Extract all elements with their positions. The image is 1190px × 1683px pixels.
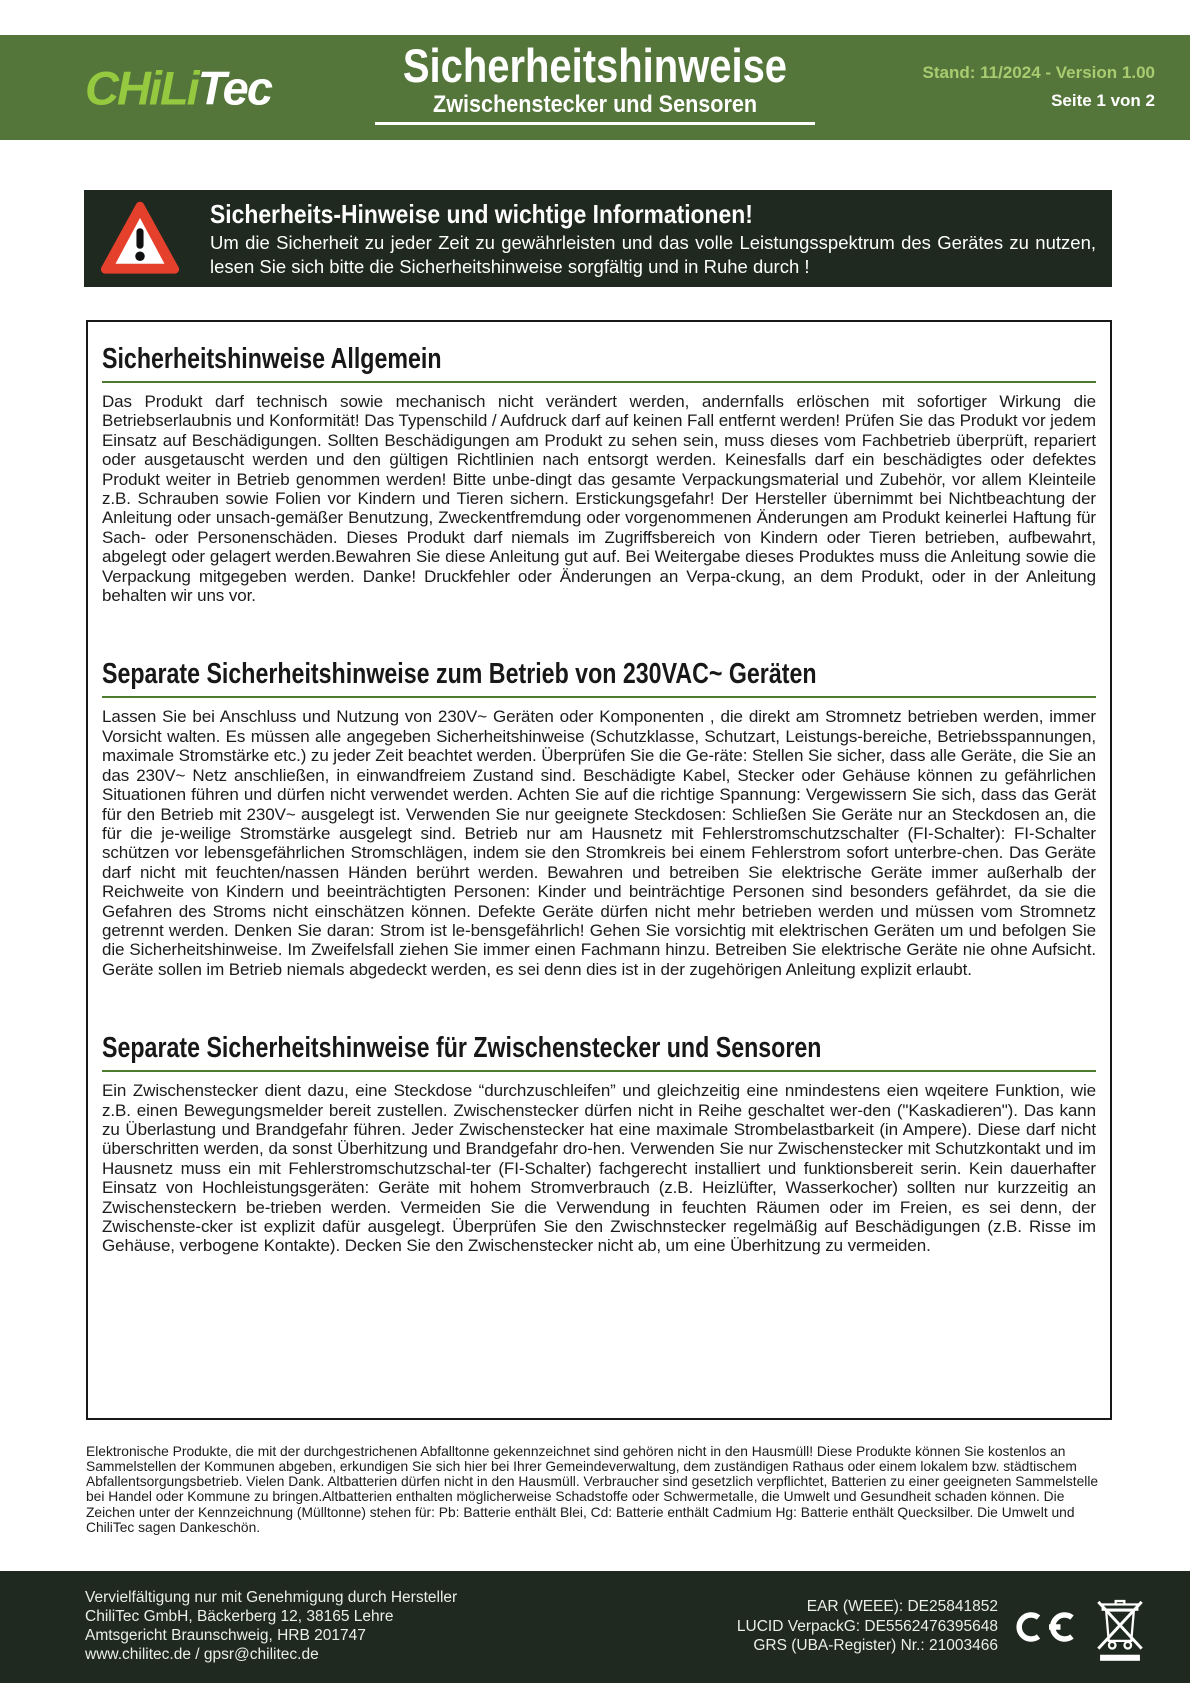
page-subtitle: Zwischenstecker und Sensoren (432, 91, 758, 118)
section-general (102, 342, 1096, 605)
warning-banner (84, 190, 1112, 287)
footer-ear-weee-line: EAR (WEEE): DE25841852 (806, 1598, 998, 1615)
header-bar (0, 35, 1190, 140)
section-body-zwischenstecker: Ein Zwischenstecker dient dazu, eine Steckdose “durchzuschleifen” und gleichzeitig eine nmindestens eien wqeitere Funktion, wie z.B. einen Bewegungsmelder bereit zustellen. Zwischenstecker dürfen nicht in Reihe geschaltet wer-den ("Kaskadieren"). Das kann zu Überlastung und Brandgefahr führen. Jeder Zwischenstecker hat eine maximale Strombelastbarkeit (in Ampere). Diese darf nicht überschritten werden, da sonst Überhitzung und Brandgefahr dro-hen. Verwenden Sie nur Zwischenstecker mit Schutzkontakt und im Hausnetz muss ein mit Fehlerstromschutzschal-ter (FI-Schalter) fachgerecht installiert und funktionsbereit serin. Kein dauerhafter Einsatz von Hochleistungsgeräten: Geräte mit hohem Stromverbrauch (z.B. Heizlüfter, Wasserkocher) sollten nur kurzzeitig an Zwischensteckern be-trieben werden. Vermeiden Sie die Verwendung in feuchten Räumen oder im Freien, es sei denn, der Zwischenste-cker ist explizit dafür ausgelegt. Überprüfen Sie den Zwischnstecker regelmäßig auf Beschädigungen (z.B. Risse im Gehäuse, verbogene Kontakte). Decken Sie den Zwischenstecker nicht ab, um eine Überhitzung zu vermeiden. (102, 1081, 1096, 1256)
safety-content-box (86, 320, 1112, 1420)
footer-company-block (85, 1588, 457, 1664)
warning-triangle-icon (100, 199, 180, 278)
disposal-note: Elektronische Produkte, die mit der durchgestrichenen Abfalltonne gekennzeichnet sind gehören nicht in den Hausmüll! Diese Produkte können Sie kostenlos an Sammelstellen der Kommunen abgeben, erkundigen Sie sich hier bei Ihrer Gemeindeverwaltung, dem zuständigen Rathaus oder einem lokalem bzw. städtischem Abfallentsorgungsbetrieb. Vielen Dank. Altbatterien dürfen nicht in den Hausmüll. Verbraucher sind gesetzlich verpflichtet, Batterien zu einer geeigneten Sammelstelle bei Handel oder Kommune zu bringen.Altbatterien enthalten möglicherweise Schadstoffe oder Schwermetalle, die Umwelt und Gesundheit schaden können. Die Zeichen unter der Kennzeichnung (Mülltonne) stehen für: Pb: Batterie enthält Blei, Cd: Batterie enthält Cadmium Hg: Batterie enthält Quecksilber. Die Umwelt und ChiliTec sagen Dankeschön. (86, 1443, 1099, 1535)
heading-rule (102, 1070, 1096, 1072)
footer-registration-block (737, 1597, 998, 1656)
section-body-general: Das Produkt darf technisch sowie mechanisch nicht verändert werden, andernfalls erlöschen mit sofortiger Wirkung die Betriebserlaubnis und Konformität! Das Typenschild / Aufdruck darf auf keinen Fall entfernt werden! Prüfen Sie das Produkt vor jedem Einsatz auf Beschädigungen. Sollten Beschädigungen am Produkt zu sehen sein, muss dieses vom Fachbetrieb überprüft, repariert oder ausgetauscht werden und den gültigen Richtlinien nach entsorgt werden. Keinesfalls darf ein beschädigtes oder defektes Produkt weiter in Betrieb genommen werden! Bitte unbe-dingt das gesamte Verpackungsmaterial und Zubehör, vor allem Kleinteile z.B. Schrauben sowie Folien vor Kindern und Tieren sichern. Erstickungsgefahr! Der Hersteller übernimmt bei Nichtbeachtung der Anleitung oder unsach-gemäßer Benutzung, Zweckentfremdung oder vorgenommenen Änderungen am Produkt keinerlei Haftung für Sach- oder Personenschäden. Dieses Produkt darf niemals im Zugriffsbereich von Kindern oder Tieren betrieben, aufbewahrt, abgelegt oder gelagert werden.Bewahren Sie diese Anleitung gut auf. Bei Weitergabe dieses Produktes muss die Anleitung sowie die Verpackung mitgegeben werden. Danke! Druckfehler oder Änderungen an Verpa-ckung, an dem Produkt, oder in der Anleitung behalten wir uns vor. (102, 392, 1096, 606)
page-number: Seite 1 von 2 (1051, 91, 1155, 110)
section-zwischenstecker (102, 1031, 1096, 1256)
footer-contact-line: www.chilitec.de / gpsr@chilitec.de (85, 1646, 319, 1663)
section-heading-general: Sicherheitshinweise Allgemein (102, 343, 442, 375)
footer-copyright-line: Vervielfältigung nur mit Genehmigung durch Hersteller (85, 1589, 458, 1606)
section-230vac (102, 657, 1096, 979)
ce-mark-icon (1012, 1603, 1078, 1651)
footer-bar (0, 1571, 1190, 1683)
footer-grs-line: GRS (UBA-Register) Nr.: 21003466 (753, 1637, 998, 1654)
footer-address-line: ChiliTec GmbH, Bäckerberg 12, 38165 Lehre (85, 1608, 394, 1625)
version-info: Stand: 11/2024 - Version 1.00 (922, 63, 1155, 82)
page-title: Sicherheitshinweise (402, 39, 788, 92)
section-heading-230vac: Separate Sicherheitshinweise zum Betrieb von 230VAC~ Geräten (102, 658, 817, 691)
warning-heading: Sicherheits-Hinweise und wichtige Informationen! (210, 199, 753, 229)
heading-rule (102, 696, 1096, 698)
warning-body: Um die Sicherheit zu jeder Zeit zu gewährleisten und das volle Leistungsspektrum des Gerätes zu nutzen, lesen Sie sich bitte die Sicherheitshinweise sorgfältig und in Ruhe durch ! (210, 232, 1096, 277)
footer-lucid-line: LUCID VerpackG: DE5562476395648 (736, 1617, 998, 1635)
section-heading-zwischenstecker: Separate Sicherheitshinweise für Zwischenstecker und Sensoren (102, 1032, 822, 1065)
section-body-230vac: Lassen Sie bei Anschluss und Nutzung von 230V~ Geräten oder Komponenten , die direkt am Stromnetz betrieben werden, immer Vorsicht walten. Es müssen alle angegeben Sicherheitshinweise (Schutzklasse, Schutzart, Leistungs-bereiche, Betriebsspannungen, maximale Stromstärke etc.) zu jeder Zeit beachtet werden. Überprüfen Sie die Ge-räte: Stellen Sie sicher, dass alle Geräte, die Sie an das 230V~ Netz anschließen, in einwandfreiem Zustand sind. Beschädigte Kabel, Stecker oder Gehäuse können zu gefährlichen Situationen führen und dürfen nicht verwendet werden. Achten Sie auf die richtige Spannung: Vergewissern Sie sich, dass das Gerät für den Betrieb mit 230V~ ausgelegt ist. Verwenden Sie nur geeignete Steckdosen: Schließen Sie Geräte nur an Steckdosen an, die für die je-weilige Stromstärke ausgelegt sind. Betrieb nur am Hausnetz mit Fehlerstromschutzschalter (FI-Schalter): FI-Schalter schützen vor lebensgefährlichen Stromschlägen, indem sie den Stromkreis bei einem Fehlerstrom sofort unterbre-chen. Das Geräte darf nicht mit feuchten/nassen Händen berührt werden. Bewahren und betreiben Sie elektrische Geräte immer außerhalb der Reichweite von Kindern und beeinträchtigten Personen: Kinder und beinträchtige Personen sind besonders gefährdet, da sie die Gefahren des Stroms nicht einschätzen können. Defekte Geräte dürfen nicht mehr betrieben werden und müssen vom Stromnetz getrennt werden. Denken Sie daran: Strom ist le-bensgefährlich! Gehen Sie vorsichtig mit elektrischen Geräten um und befolgen Sie die Sicherheitshinweise. Im Zweifelsfall ziehen Sie immer einen Fachmann hinzu. Betreiben Sie elektrische Geräte nie ohne Aufsicht. Geräte sollen im Betrieb niemals abgedeckt werden, es sei denn dies ist in der zugehörigen Anleitung explizit erlaubt. (102, 707, 1096, 979)
subtitle-underline (375, 122, 815, 125)
heading-rule (102, 381, 1096, 383)
crossed-out-wheelie-bin-icon (1094, 1591, 1146, 1663)
version-block (923, 59, 1155, 115)
warning-text-block (210, 199, 1096, 279)
footer-register-line: Amtsgericht Braunschweig, HRB 201747 (85, 1627, 366, 1644)
logo-text-green: CHiLi (85, 61, 198, 114)
logo-text-white: Tec (197, 61, 271, 114)
